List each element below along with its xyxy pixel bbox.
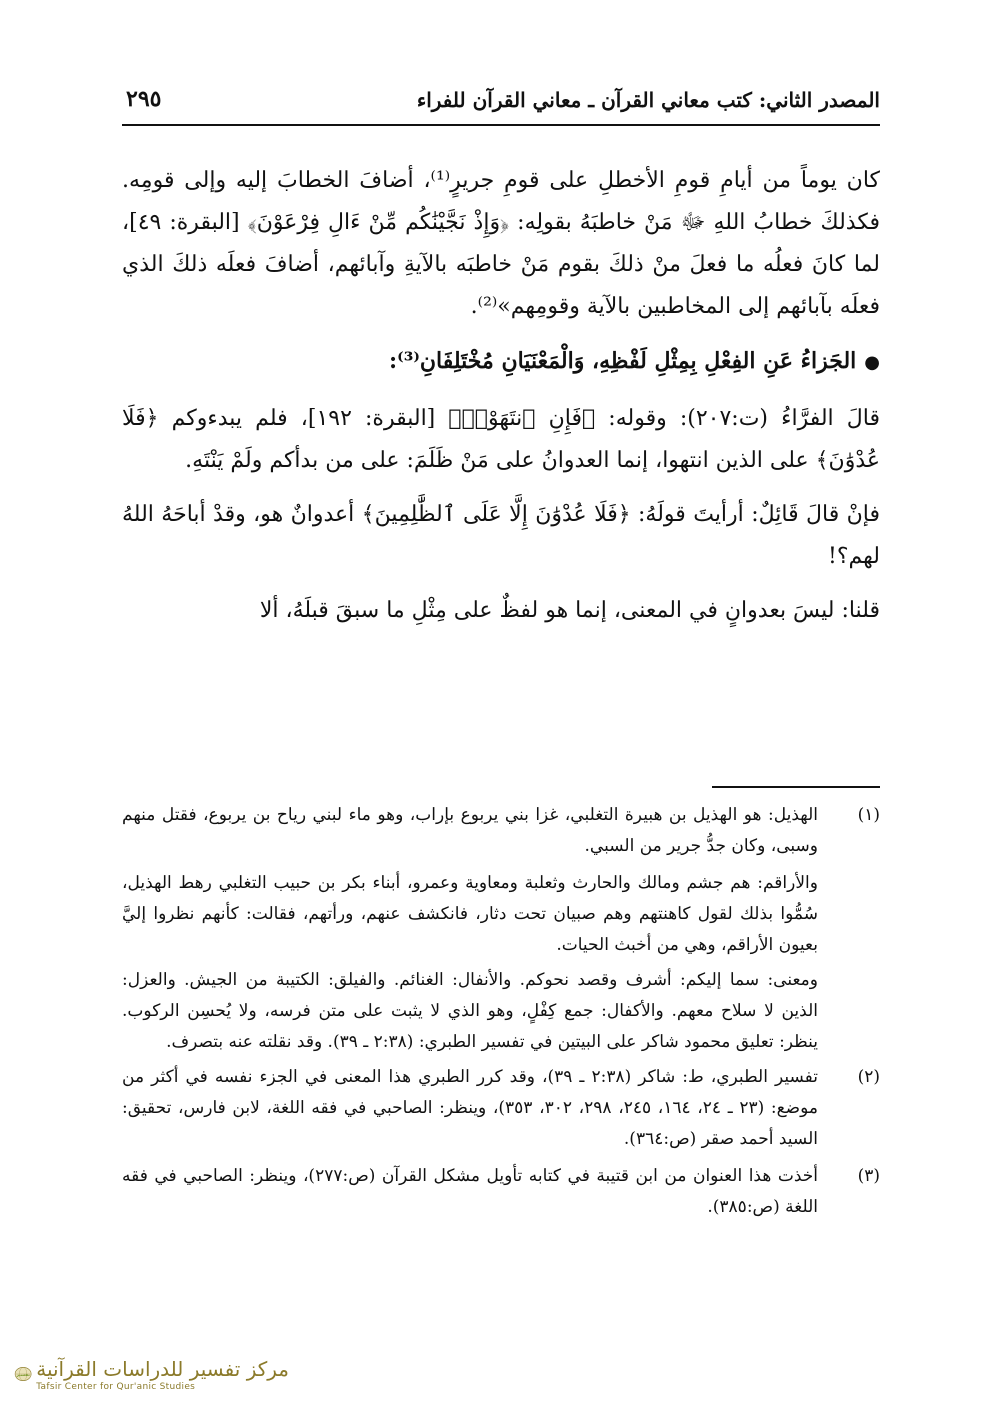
tafsir-center-logo (14, 1346, 289, 1402)
paragraph: فإنْ قالَ قَائِلٌ: أرأيتَ قولَهُ: ﴿فَلَا عُدْوَٰنَ إِلَّا عَلَى ٱلظَّٰلِمِينَ﴾ أعدوانٌ هو، وقدْ أباحَهُ اللهُ لهم؟! (122, 502, 880, 569)
page-number: ٢٩٥ (126, 86, 162, 112)
footnote-number: (١) (857, 805, 880, 825)
footnote-number: (٣) (857, 1166, 880, 1186)
footnote-text: تفسير الطبري، ط: شاكر (٢:٣٨ ـ ٣٩)، وقد كرر الطبري هذا المعنى في الجزء نفسه في أكثر من موضع: (٢٣ ـ ٢٤، ١٦٤، ٢٤٥، ٢٩٨، ٣٠٢، ٣٥٣)، وينظر: الصاحبي في فقه اللغة، لابن فارس، تحقيق: السيد أحمد صقر (ص:٣٦٤). (122, 1067, 818, 1149)
paragraph: كان يوماً من أيامِ قومِ الأخطلِ على قومِ جريرٍ⁽¹⁾، أضافَ الخطابَ إليه وإلى قومِه. فكذلكَ خطابُ اللهِ ﷻ مَنْ خاطبَهُ بقولِه: ﴿وَإِذْ نَجَّيْنَٰكُم مِّنْ ءَالِ فِرْعَوْنَ﴾ [البقرة: ٤٩]، لما كانَ فعلُه ما فعلَ منْ ذلكَ بقوم مَنْ خاطبَه بالآيةِ وآبائهم، أضافَ فعلَه ذلكَ الذي فعلَه بآبائهم إلى المخاطبين بالآية وقومِهم»⁽²⁾. (122, 168, 880, 319)
footnote-1-continuation: والأراقم: هم جشم ومالك والحارث وثعلبة ومعاوية وعمرو، أبناء بكر بن حبيب التغلبي رهط الهذيل، سُمُّوا بذلك لقول كاهنتهم وهم صبيان تحت دثار، فانكشف عنهم، ورأتهم، فقالت: كأنهم نظروا إليَّ بعيون الأراقم، وهي من أخبث الحيات. (122, 873, 818, 955)
logo-english: Tafsir Center for Qur'anic Studies (36, 1382, 196, 1392)
paragraph: قلنا: ليسَ بعدوانٍ في المعنى، إنما هو لفظٌ على مِثْلِ ما سبقَ قبلَهُ، ألا (259, 598, 880, 623)
emblem-text: تفسير (16, 1373, 30, 1379)
footnote-1 (122, 800, 880, 862)
footnote-3 (122, 1161, 880, 1223)
page-header (122, 86, 880, 126)
footnote-text: الهذيل: هو الهذيل بن هبيرة التغلبي، غزا بني يربوع بإراب، وهو ماء لبني رياح بن يربوع، فقتل منهم وسبى، وكان جدُّ جرير من السبي. (122, 805, 818, 856)
section-heading-text: الجَزاءُ عَنِ الفِعْلِ بِمِثْلِ لَفْظِهِ، وَالْمَعْنَيَانِ مُخْتَلِفَانِ⁽³⁾: (389, 348, 857, 374)
footnote-2 (122, 1062, 880, 1155)
footnote-number: (٢) (857, 1067, 880, 1087)
bullet-icon: ● (864, 352, 880, 373)
main-text (122, 160, 880, 644)
globe-emblem-icon (14, 1346, 32, 1402)
logo-arabic: مركز تفسير للدراسات القرآنية (36, 1357, 289, 1381)
section-heading (122, 340, 880, 384)
paragraph: قالَ الفرَّاءُ (ت:٢٠٧): وقوله: ﴿فَإِنِ ٱنتَهَوْا۟﴾ [البقرة: ١٩٢]، فلم يبدءوكم ﴿فَلَا عُدْوَٰنَ﴾ على الذين انتهوا، إنما العدوانُ على مَنْ ظَلَمَ: على من بدأكم ولَمْ يَنْتَهِ. (122, 406, 880, 473)
logo-text (36, 1356, 289, 1392)
footnote-divider (712, 786, 880, 788)
footnotes (122, 800, 880, 1229)
footnote-text: أخذت هذا العنوان من ابن قتيبة في كتابه تأويل مشكل القرآن (ص:٢٧٧)، وينظر: الصاحبي في فقه اللغة (ص:٣٨٥). (122, 1166, 818, 1217)
running-title: المصدر الثاني: كتب معاني القرآن ـ معاني القرآن للفراء (416, 88, 880, 112)
footnote-1-continuation: ومعنى: سما إليكم: أشرف وقصد نحوكم. والأنفال: الغنائم. والفيلق: الكتيبة من الجيش. والعزل: الذين لا سلاح معهم. والأكفال: جمع كِفْلٍ، وهو الذي لا يثبت على متن فرسه، ولا يُحسِن الركوب. ينظر: تعليق محمود شاكر على البيتين في تفسير الطبري: (٢:٣٨ ـ ٣٩). وقد نقلته عنه بتصرف. (122, 970, 818, 1052)
